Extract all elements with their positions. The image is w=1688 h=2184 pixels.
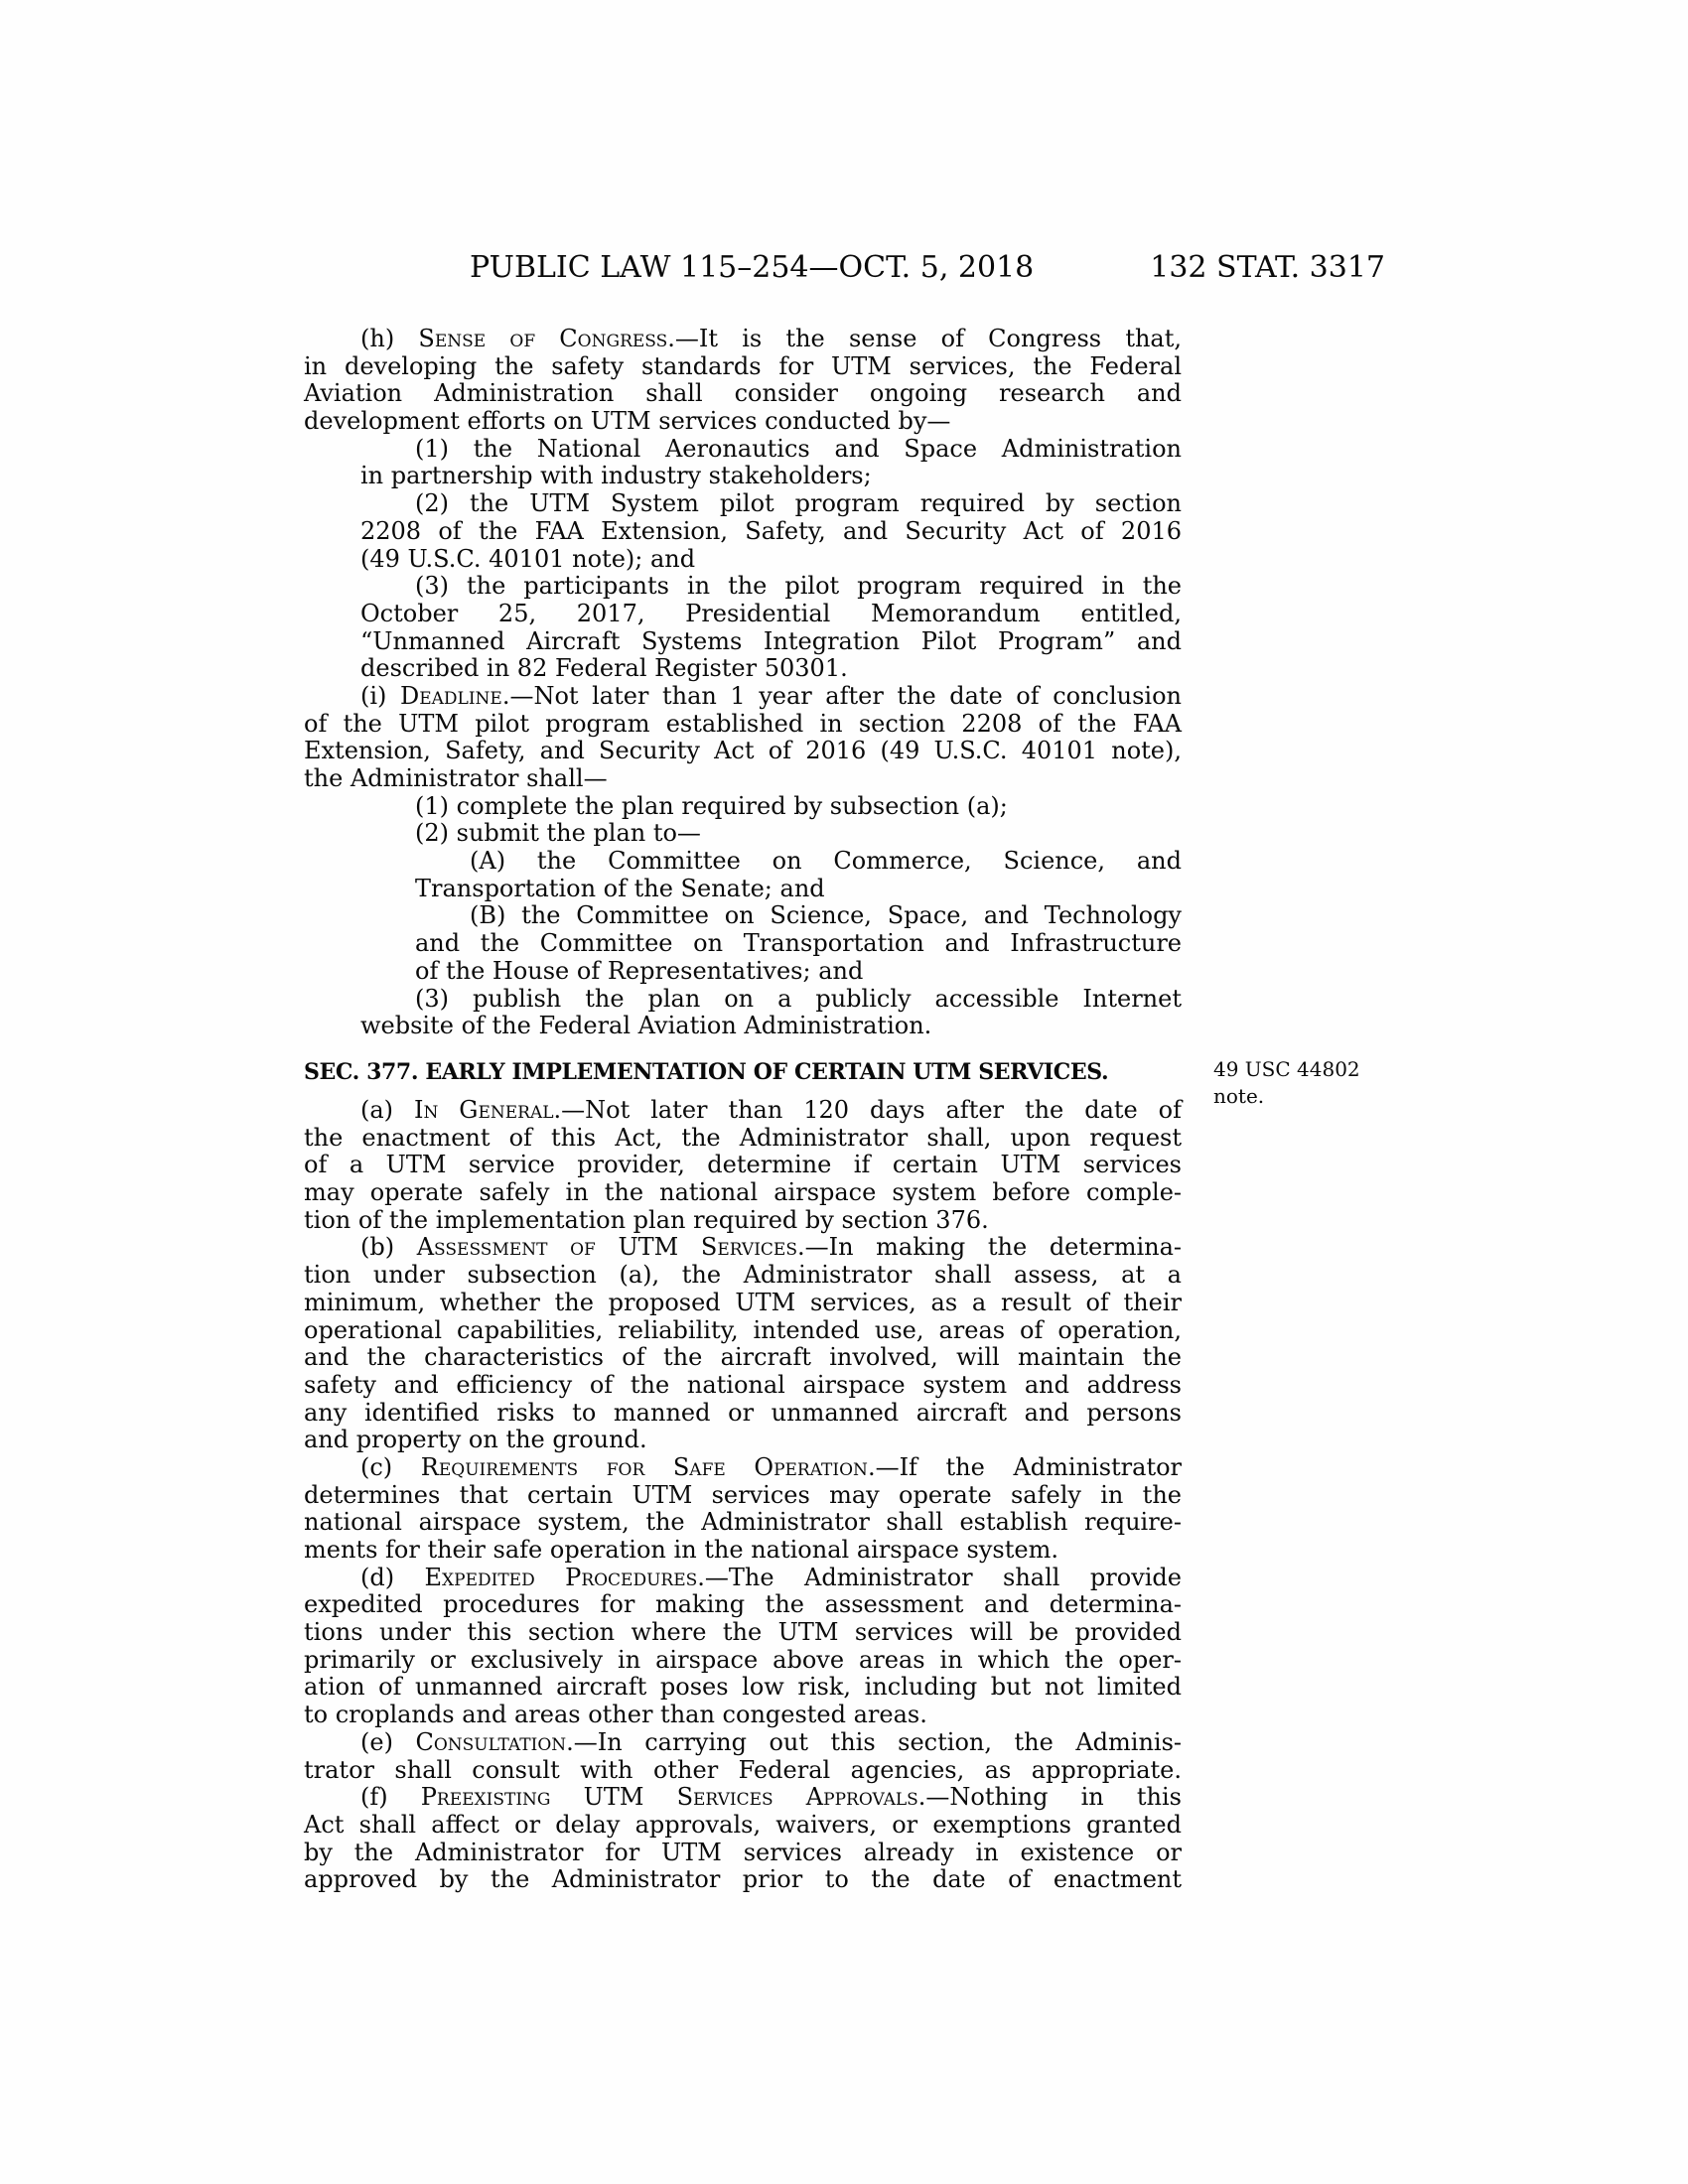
- margin-note-citation: 49 USC 44802: [1213, 1057, 1360, 1081]
- text-line: of a UTM service provider, determine if certain UTM services: [304, 1151, 1182, 1179]
- text-line: and property on the ground.: [304, 1426, 647, 1454]
- page-header: [0, 251, 1688, 291]
- text-line: in developing the safety standards for UTM services, the Federal: [304, 351, 1182, 380]
- text-line: October 25, 2017, Presidential Memorandum entitled,: [360, 599, 1182, 627]
- text-line: (f) Preexisting UTM Services Approvals.—Nothing in this: [360, 1783, 1182, 1812]
- text-line: (e) Consultation.—In carrying out this section, the Adminis-: [360, 1727, 1183, 1756]
- text-line: (a) In General.—Not later than 120 days after the date of: [360, 1096, 1183, 1124]
- text-line: (A) the Committee on Commerce, Science, and: [470, 847, 1182, 876]
- text-line: 2208 of the FAA Extension, Safety, and Security Act of 2016: [360, 516, 1182, 545]
- margin-note-note-word: note.: [1213, 1084, 1265, 1108]
- text-line: in partnership with industry stakeholders;: [360, 462, 872, 490]
- text-line: determines that certain UTM services may operate safely in the: [304, 1480, 1182, 1509]
- text-line: national airspace system, the Administrator shall establish require-: [304, 1508, 1182, 1537]
- text-line: (1) complete the plan required by subsection (a);: [415, 791, 1008, 820]
- text-line: (2) submit the plan to—: [415, 819, 701, 848]
- text-line: ation of unmanned aircraft poses low risk, including but not limited: [304, 1673, 1182, 1702]
- text-line: (49 U.S.C. 40101 note); and: [360, 544, 696, 573]
- text-line: safety and efficiency of the national airspace system and address: [304, 1370, 1182, 1399]
- text-line: (h) Sense of Congress.—It is the sense of Congress that,: [360, 325, 1183, 352]
- text-line: Transportation of the Senate; and: [415, 874, 825, 902]
- margin-note: [1213, 1056, 1360, 1110]
- text-line: primarily or exclusively in airspace above areas in which the oper-: [304, 1645, 1182, 1674]
- text-line: expedited procedures for making the assessment and determina-: [304, 1590, 1182, 1619]
- statute-text-upper: [304, 326, 1182, 1040]
- text-line: (c) Requirements for Safe Operation.—If the Administrator: [360, 1452, 1183, 1481]
- text-line: ments for their safe operation in the national airspace system.: [304, 1536, 1058, 1564]
- running-head-stat-page-number: 132 STAT. 3317: [1150, 250, 1385, 285]
- text-line: tion of the implementation plan required by section 376.: [304, 1205, 989, 1234]
- text-line: operational capabilities, reliability, intended use, areas of operation,: [304, 1315, 1182, 1344]
- text-line: (d) Expedited Procedures.—The Administrator shall provide: [360, 1563, 1182, 1591]
- text-line: approved by the Administrator prior to the date of enactment: [304, 1865, 1182, 1894]
- text-line: Aviation Administration shall consider ongoing research and: [304, 379, 1182, 408]
- text-line: (B) the Committee on Science, Space, and Technology: [470, 901, 1182, 930]
- text-line: of the House of Representatives; and: [415, 956, 864, 985]
- text-line: the Administrator shall—: [304, 764, 608, 792]
- text-line: (1) the National Aeronautics and Space Administration: [415, 434, 1182, 463]
- running-head-law-title: PUBLIC LAW 115–254—OCT. 5, 2018: [470, 250, 1035, 285]
- text-line: website of the Federal Aviation Administration.: [360, 1012, 932, 1040]
- text-line: (3) the participants in the pilot program required in the: [415, 572, 1182, 601]
- text-line: (3) publish the plan on a publicly accessible Internet: [415, 984, 1182, 1013]
- text-line: by the Administrator for UTM services already in existence or: [304, 1838, 1182, 1866]
- text-line: development efforts on UTM services conducted by—: [304, 407, 951, 436]
- text-line: (i) Deadline.—Not later than 1 year after the date of conclusion: [360, 681, 1183, 710]
- text-line: minimum, whether the proposed UTM services, as a result of their: [304, 1288, 1182, 1316]
- text-line: (2) the UTM System pilot program required by section: [415, 489, 1182, 518]
- text-line: tion under subsection (a), the Administrator shall assess, at a: [304, 1261, 1182, 1290]
- text-line: “Unmanned Aircraft Systems Integration Pilot Program” and: [360, 626, 1182, 655]
- text-line: trator shall consult with other Federal agencies, as appropriate.: [304, 1755, 1182, 1784]
- text-line: the enactment of this Act, the Administrator shall, upon request: [304, 1123, 1182, 1152]
- text-line: and the characteristics of the aircraft involved, will maintain the: [304, 1343, 1182, 1372]
- text-line: any identified risks to manned or unmanned aircraft and persons: [304, 1398, 1182, 1427]
- text-line: described in 82 Federal Register 50301.: [360, 654, 848, 683]
- text-line: to croplands and areas other than congested areas.: [304, 1701, 927, 1729]
- section-heading: SEC. 377. EARLY IMPLEMENTATION OF CERTAIN UTM SERVICES.: [304, 1059, 1109, 1085]
- text-line: Extension, Safety, and Security Act of 2016 (49 U.S.C. 40101 note),: [304, 737, 1182, 765]
- text-line: tions under this section where the UTM services will be provided: [304, 1618, 1182, 1647]
- statute-text-lower: [304, 1097, 1182, 1894]
- text-line: Act shall affect or delay approvals, waivers, or exemptions granted: [304, 1810, 1182, 1839]
- text-line: and the Committee on Transportation and Infrastructure: [415, 929, 1182, 958]
- text-line: (b) Assessment of UTM Services.—In making the determina-: [360, 1233, 1183, 1262]
- text-line: of the UTM pilot program established in section 2208 of the FAA: [304, 709, 1182, 738]
- text-line: may operate safely in the national airspace system before comple-: [304, 1178, 1182, 1207]
